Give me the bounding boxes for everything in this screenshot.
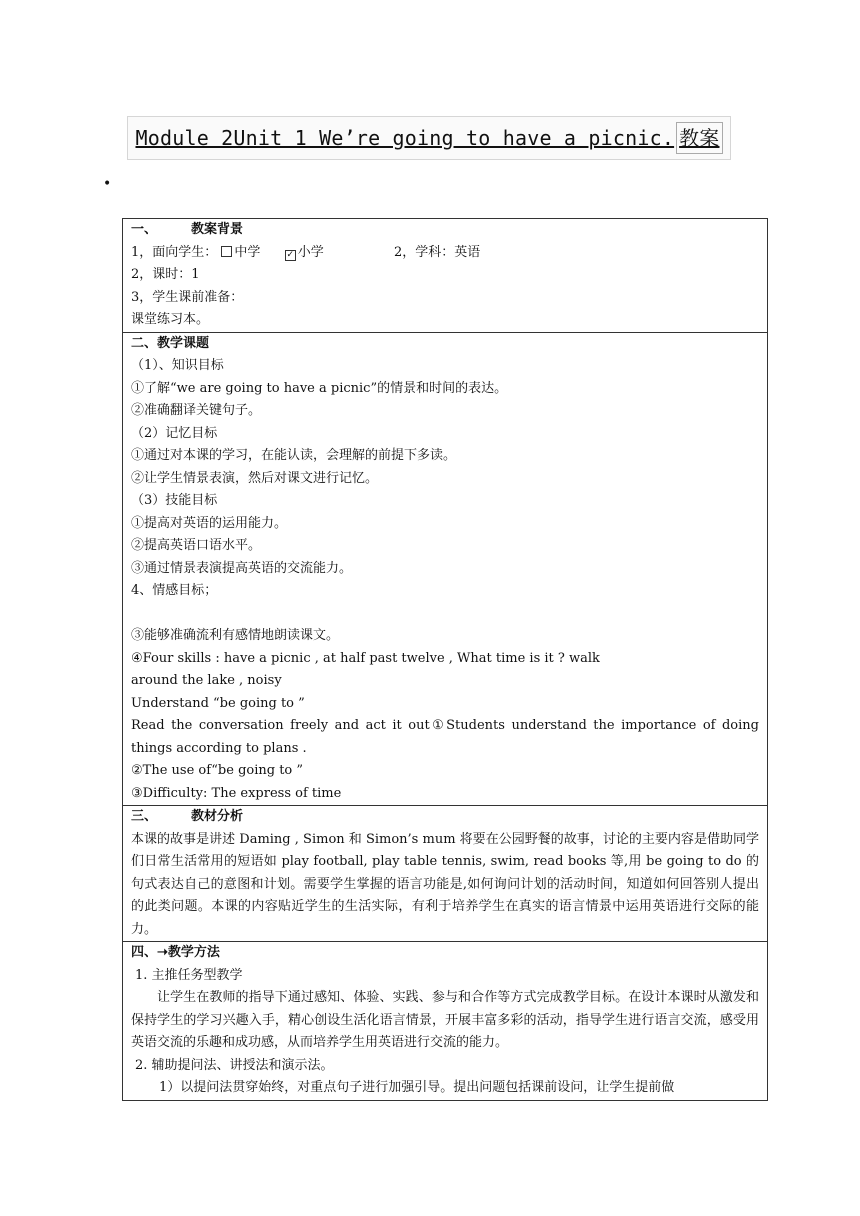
checkbox-primary-school[interactable]: ✓ [286,249,294,260]
topic-line: （3）技能目标 [131,493,218,508]
section-title: 教材分析 [191,809,244,824]
prep-label: 3，学生课前准备： [131,289,244,305]
topic-line: ④Four skills : have a picnic , at half past twelve , What time is it ? walk [131,650,600,666]
section-heading: 二、教学课题 [131,335,210,351]
section-title: 教学方法 [167,945,220,960]
method-item: 2. 辅助提问法、讲授法和演示法。 [135,1057,334,1073]
document-title [127,116,731,160]
topic-line: ②The use of“be going to ” [131,763,304,778]
topic-line: around the lake , noisy [131,673,282,688]
audience-row [131,242,759,265]
topic-line: 4、情感目标； [131,583,218,598]
topic-line: ②让学生情景表演，然后对课文进行记忆。 [131,470,379,486]
section-number: 一、 [131,222,158,237]
section-number: 三、 [131,809,158,824]
topic-line-blank [131,603,759,626]
title-text: Module 2Unit 1 We’re going to have a picnic. [135,126,675,150]
method-paragraph: 1）以提问法贯穿始终，对重点句子进行加强引导。提出问题包括课前设问，让学生提前做 [159,1080,675,1095]
topic-line: （2）记忆目标 [131,425,218,441]
topic-line: ①了解“we are going to have a picnic”的情景和时间的表达。 [131,380,508,396]
bullet-point: • [103,176,112,192]
prep-value: 课堂练习本。 [131,312,210,327]
section-number: 四、 [131,945,158,960]
topic-line: （1）、知识目标 [131,358,224,373]
section-teaching-method [123,941,767,1100]
section-topic [123,332,767,806]
section-background [123,219,767,332]
audience-label: 1，面向学生： [131,244,218,260]
topic-line: ①提高对英语的运用能力。 [131,515,288,531]
subject-text: 2，学科：英语 [394,244,481,260]
section-heading [131,806,759,829]
topic-line: ③通过情景表演提高英语的交流能力。 [131,560,353,576]
hours-text: 2，课时：1 [131,267,200,282]
method-item: 1. 主推任务型教学 [135,967,243,983]
section-title: 教案背景 [191,222,244,237]
arrow-icon: ➝ [157,945,168,960]
checkbox-middle-school[interactable] [221,246,232,257]
topic-line: Understand “be going to ” [131,695,305,711]
topic-line: ②提高英语口语水平。 [131,538,262,553]
section-material-analysis [123,805,767,941]
topic-line: ③能够准确流利有感情地朗读课文。 [131,628,340,643]
topic-line: ②准确翻译关键句子。 [131,403,262,418]
topic-line: ①通过对本课的学习，在能认读，会理解的前提下多读。 [131,448,457,463]
analysis-paragraph: 本课的故事是讲述 Daming , Simon 和 Simon’s mum 将要在公园野餐的故事，讨论的主要内容是借助同学们日常生活常用的短语如 play football, play table tennis, swim, read books 等,用 be going to do 的句式表达自己的意图和计划。需要学生掌握的语言功能是,如何询问计划的活动时间，知道如何回答别人提出的此类问题。本课的内容贴近学生的生活实际，有利于培养学生在真实的语言情景中运用英语进行交际的能力。 [131,831,759,937]
topic-line: ③Difficulty: The express of time [131,785,342,801]
lesson-plan-table [122,218,768,1101]
option-middle-school: 中学 [234,244,261,260]
section-heading [131,942,759,965]
method-paragraph: 让学生在教师的指导下通过感知、体验、实践、参与和合作等方式完成教学目标。在设计本课时从激发和保持学生的学习兴趣入手，精心创设生活化语言情景，开展丰富多彩的活动，指导学生进行语言交流，感受用英语交流的乐趣和成功感，从而培养学生用英语进行交流的能力。 [131,990,759,1050]
topic-paragraph: Read the conversation freely and act it out①Students understand the importance of doing things according to plans . [131,718,759,756]
option-primary-school: 小学 [297,244,324,260]
title-tag: 教案 [676,122,722,154]
section-heading [131,219,759,242]
